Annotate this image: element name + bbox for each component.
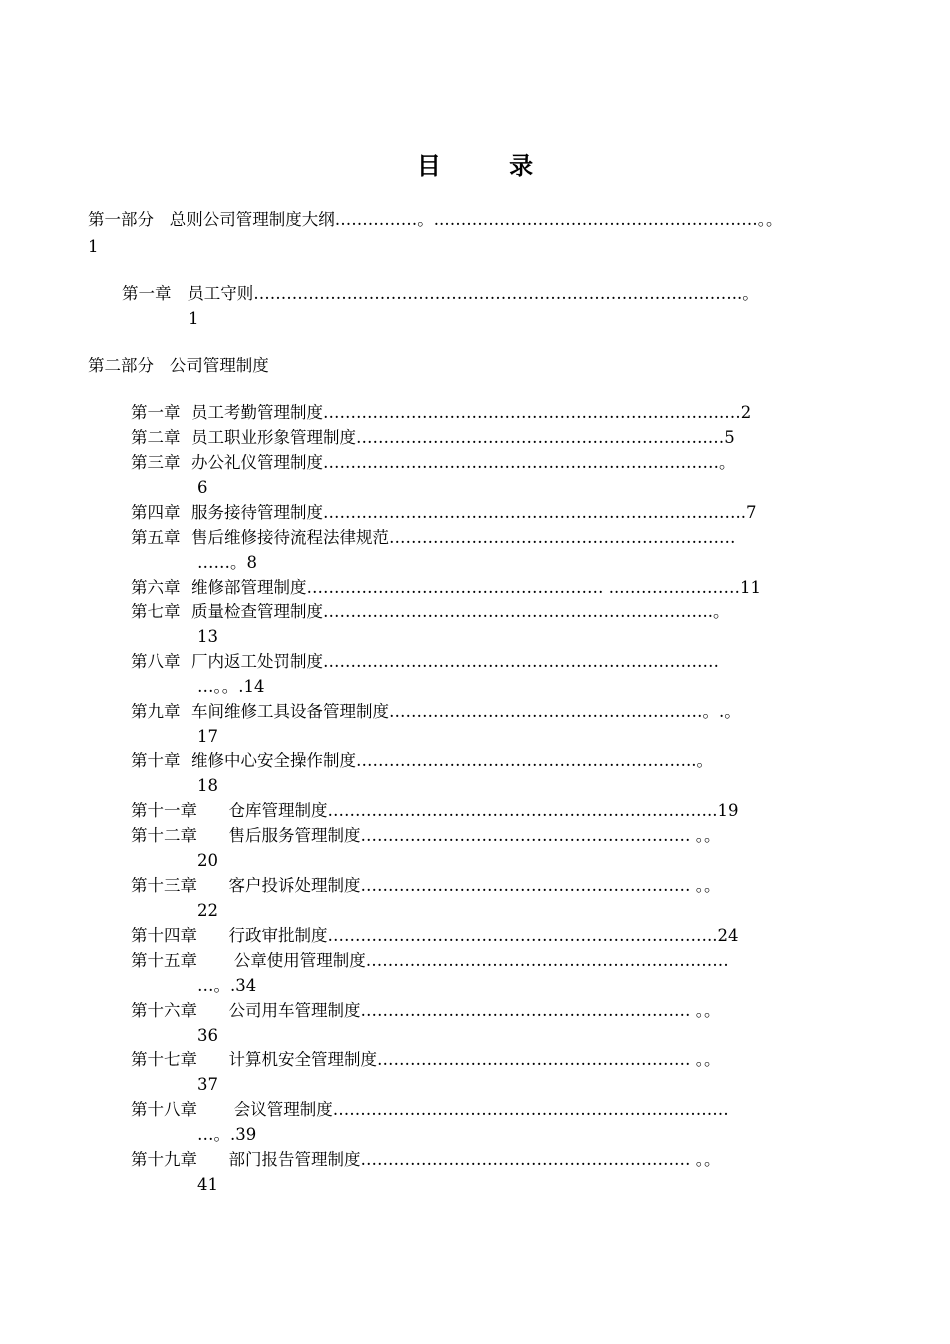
toc-chapter[interactable]: 第十三章 客户投诉处理制度…………………………………………………… 。。 [131, 876, 721, 895]
toc-chapter[interactable]: 第十五章 公章使用管理制度………………………………………………………… [131, 951, 729, 970]
toc-chapter[interactable]: 第一章 员工考勤管理制度……………………………………………………………….…2 [131, 403, 752, 422]
toc-chapter-page: …。。.14 [197, 677, 265, 696]
toc-chapter[interactable]: 第十一章 仓库管理制度……………………………………………………………..19 [131, 801, 739, 820]
toc-chapter[interactable]: 第六章 维修部管理制度……………………………………………… ...…………………11 [131, 578, 761, 597]
toc-chapter-page: 13 [197, 627, 218, 646]
toc-chapter[interactable]: 第十九章 部门报告管理制度…………………………………………………… 。。 [131, 1150, 721, 1169]
toc-chapter-page: 36 [197, 1026, 218, 1045]
toc-chapter-page: 6 [197, 478, 208, 497]
toc-chapter[interactable]: 第五章 售后维修接待流程法律规范……………………………………………………… [131, 528, 736, 547]
toc-chapter[interactable]: 第十章 维修中心安全操作制度……………………………………………………..。 [131, 751, 713, 770]
toc-chapter-page: ……。8 [197, 553, 257, 572]
toc-chapter-page: 18 [197, 776, 218, 795]
toc-chapter[interactable]: 第十八章 会议管理制度……………………………………………………………… [131, 1100, 729, 1119]
toc-chapter-page: 17 [197, 727, 218, 746]
toc-chapter[interactable]: 第三章 办公礼仪管理制度………………………………………………………………。 [131, 453, 736, 472]
toc-chapter[interactable]: 第十六章 公司用车管理制度…………………………………………………… 。。 [131, 1001, 721, 1020]
toc-chapter-page: 20 [197, 851, 218, 870]
toc-chapter[interactable]: 第二章 员工职业形象管理制度……………………………………………………….…5 [131, 428, 735, 447]
toc-chapter-page: …。.34 [197, 976, 257, 995]
toc-chapter[interactable]: 第七章 质量检查管理制度……………………………………………………………..。 [131, 602, 730, 621]
toc-chapter[interactable]: 第八章 厂内返工处罚制度……………………………………………………………… [131, 652, 719, 671]
toc-chapter[interactable]: 第十二章 售后服务管理制度…………………………………………………… 。。 [131, 826, 721, 845]
toc-chapter[interactable]: 第十七章 计算机安全管理制度………………………………………………… 。。 [131, 1050, 721, 1069]
toc-chapter[interactable]: 第十四章 行政审批制度……………………………………………………………..24 [131, 926, 739, 945]
toc-chapter-page: 22 [197, 901, 218, 920]
toc-chapter-page: 41 [197, 1175, 218, 1194]
toc-part1-chapter-1-page: 1 [188, 309, 199, 328]
toc-chapter[interactable]: 第四章 服务接待管理制度…………………………………………………………………..7 [131, 503, 757, 522]
toc-part-2[interactable]: 第二部分 公司管理制度 [88, 356, 269, 375]
toc-chapter[interactable]: 第九章 车间维修工具设备管理制度…………………………………………………。.。 [131, 702, 741, 721]
page-title: 目 录 [416, 151, 564, 180]
toc-part-1-page: 1 [88, 237, 99, 256]
toc-part1-chapter-1[interactable]: 第一章 员工守则……………………………………………………………………………..。 [122, 284, 759, 303]
toc-chapter-page: 37 [197, 1075, 218, 1094]
toc-part-1[interactable]: 第一部分 总则公司管理制度大纲……………。..…………………………………………………。。 [88, 210, 783, 229]
toc-chapter-page: …。.39 [197, 1125, 257, 1144]
